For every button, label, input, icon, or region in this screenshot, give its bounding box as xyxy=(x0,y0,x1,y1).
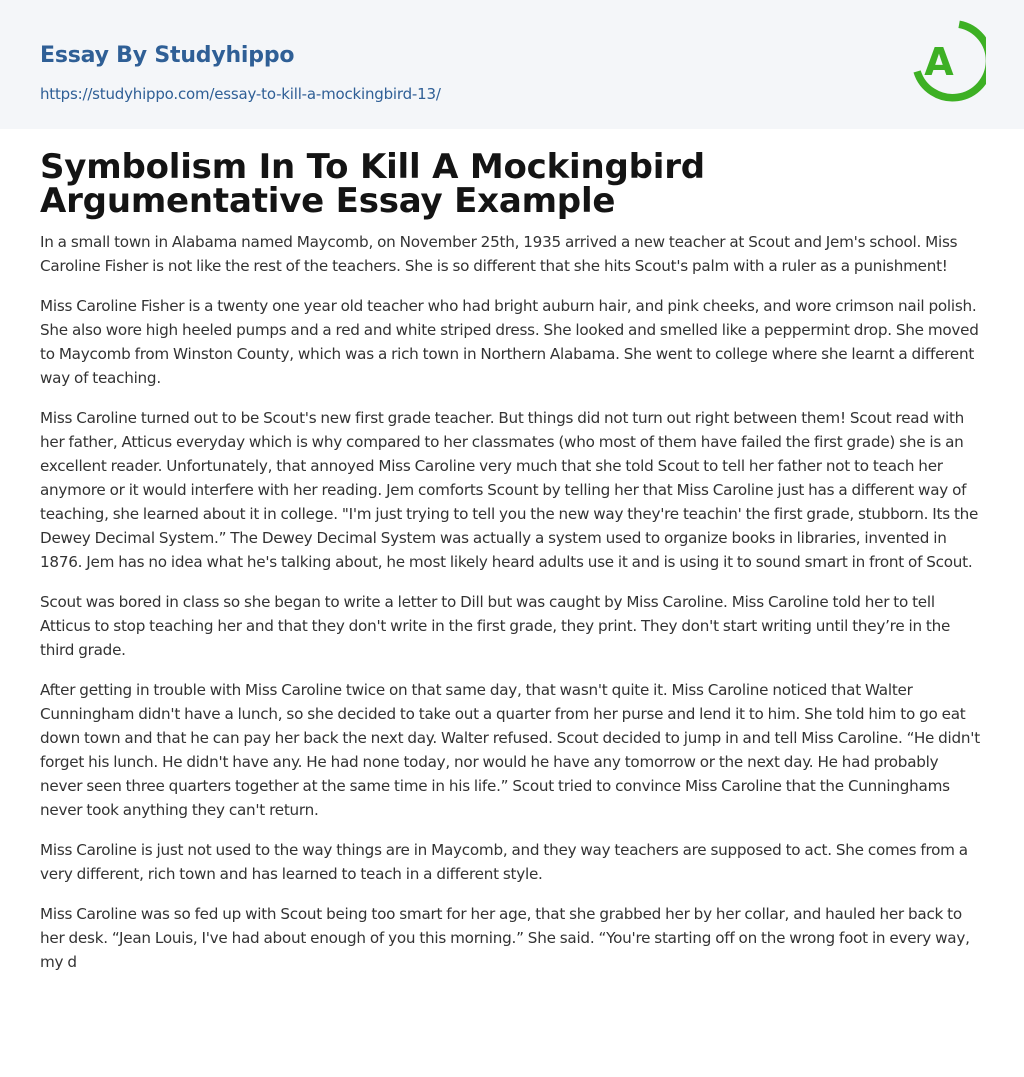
article-title xyxy=(40,147,984,221)
paragraph-6: Miss Caroline is just not used to the way things are in Maycomb, and they way teachers are supposed to act. She comes from a very different, rich town and has learned to teach in a different style. xyxy=(40,841,968,883)
article-title-line-2: Argumentative Essay Example xyxy=(40,181,616,221)
paragraph-3: Miss Caroline turned out to be Scout's new first grade teacher. But things did not turn out right between them! Scout read with her father, Atticus everyday which is why compared to her classmates (who most of them have failed the first grade) she is an excellent reader. Unfortunately, that annoyed Miss Caroline very much that she told Scout to tell her father not to teach her anymore or it would interfere with her reading. Jem comforts Scount by telling her that Miss Caroline just has a different way of teaching, she learned about it in college. "I'm just trying to tell you the new way they're teachin' the first grade, stubborn. Its the Dewey Decimal System.” The Dewey Decimal System was actually a system used to organize books in libraries, invented in 1876. Jem has no idea what he's talking about, he most likely heard adults use it and is using it to sound smart in front of Scout. xyxy=(40,409,979,571)
source-url-link[interactable]: https://studyhippo.com/essay-to-kill-a-mockingbird-13/ xyxy=(40,85,441,103)
paragraph-1: In a small town in Alabama named Maycomb, on November 25th, 1935 arrived a new teacher at Scout and Jem's school. Miss Caroline Fisher is not like the rest of the teachers. She is so different that she hits Scout's palm with a ruler as a punishment! xyxy=(40,233,958,275)
paragraph-4: Scout was bored in class so she began to write a letter to Dill but was caught by Miss Caroline. Miss Caroline told her to tell Atticus to stop teaching her and that they don't write in the first grade, they print. They don't start writing until they’re in the third grade. xyxy=(40,593,951,659)
svg-text:A: A xyxy=(924,40,954,84)
site-header xyxy=(0,0,1024,129)
article-title-line-1: Symbolism In To Kill A Mockingbird xyxy=(40,147,705,187)
studyhippo-logo-icon[interactable] xyxy=(912,19,986,105)
site-brand[interactable]: Essay By Studyhippo xyxy=(40,43,295,68)
paragraph-2: Miss Caroline Fisher is a twenty one year old teacher who had bright auburn hair, and pink cheeks, and wore crimson nail polish. She also wore high heeled pumps and a red and white striped dress. She looked and smelled like a peppermint drop. She moved to Maycomb from Winston County, which was a rich town in Northern Alabama. She went to college where she learnt a different way of teaching. xyxy=(40,297,979,387)
article xyxy=(40,147,984,990)
paragraph-5: After getting in trouble with Miss Caroline twice on that same day, that wasn't quite it. Miss Caroline noticed that Walter Cunningham didn't have a lunch, so she decided to take out a quarter from her purse and lend it to him. She told him to go eat down town and that he can pay her back the next day. Walter refused. Scout decided to jump in and tell Miss Caroline. “He didn't forget his lunch. He didn't have any. He had none today, nor would he have any tomorrow or the next day. He had probably never seen three quarters together at the same time in his life.” Scout tried to convince Miss Caroline that the Cunninghams never took anything they can't return. xyxy=(40,681,980,819)
paragraph-7: Miss Caroline was so fed up with Scout being too smart for her age, that she grabbed her by her collar, and hauled her back to her desk. “Jean Louis, I've had about enough of you this morning.” She said. “You're starting off on the wrong foot in every way, my d xyxy=(40,905,970,971)
